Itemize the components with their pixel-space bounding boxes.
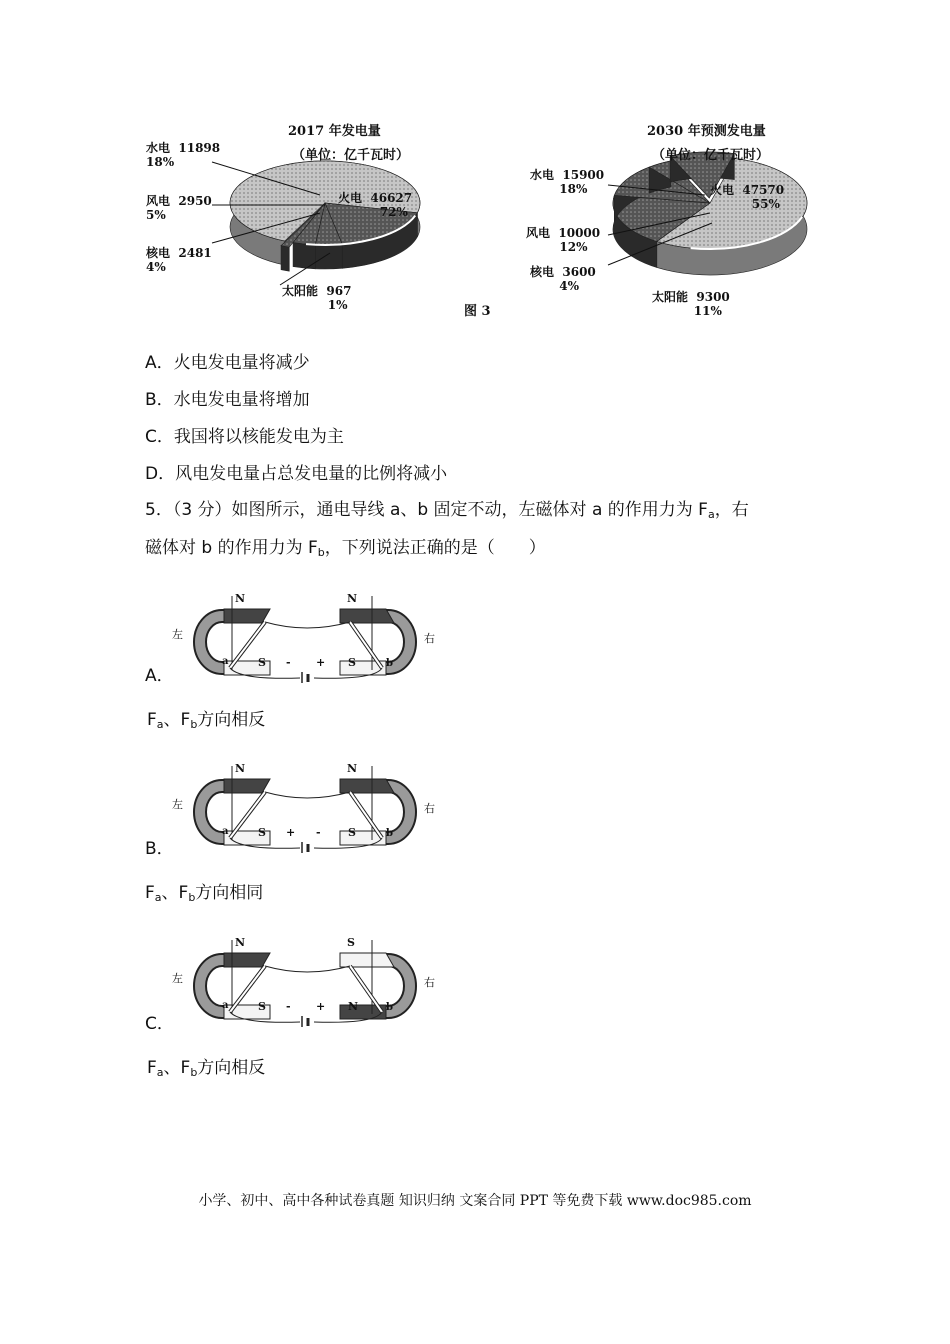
pie-2017-nuclear-label: 核电 2481 4% — [146, 246, 212, 274]
pie-2030-nuclear-label: 核电 3600 4% — [530, 265, 596, 293]
pie-2030-hydro-label: 水电 15900 18% — [530, 168, 605, 196]
label-wire-b: b — [386, 1002, 393, 1013]
q5-option-a-letter: A． — [145, 666, 174, 686]
battery-sign-left: + — [286, 826, 296, 839]
pole-top-right: N — [347, 762, 358, 775]
pie-2017-wind-label: 风电 2950 5% — [146, 194, 212, 222]
magnet-top-arm — [340, 609, 394, 623]
q5-option-b-desc: $F_a$、$F_b$方向相同 — [145, 883, 264, 904]
pie-2017-thermal-label: 火电 46627 72% — [338, 191, 413, 219]
page-footer: 小学、初中、高中各种试卷真题 知识归纳 文案合同 PPT 等免费下载 www.doc985.com — [198, 1193, 752, 1209]
pole-bottom-left: S — [258, 826, 266, 839]
pole-bottom-right: N — [348, 1000, 359, 1013]
pole-bottom-right: S — [348, 656, 356, 669]
label-wire-a: a — [222, 1000, 229, 1011]
q5-stem-line2: 磁体对 b 的作用力为 $F_b$，下列说法正确的是（ ） — [145, 538, 546, 559]
pie-2017-title: 2017 年发电量 — [288, 124, 381, 139]
battery-sign-left: - — [286, 1000, 291, 1013]
pie-slice-side — [315, 244, 342, 269]
pole-top-left: N — [235, 592, 246, 605]
label-left: 左 — [172, 628, 183, 641]
label-wire-a: a — [222, 826, 229, 837]
pole-top-left: N — [235, 936, 246, 949]
label-wire-b: b — [386, 658, 393, 669]
battery-sign-right: - — [316, 826, 321, 839]
q4-option-b: B．水电发电量将增加 — [145, 390, 310, 410]
q5-figure-b — [170, 758, 445, 853]
pie-2030-unit: （单位：亿千瓦时） — [652, 148, 770, 163]
label-left: 左 — [172, 972, 183, 985]
label-right: 右 — [424, 802, 435, 815]
figure-caption: 图 3 — [464, 304, 491, 319]
pole-top-left: N — [235, 762, 246, 775]
battery-sign-right: + — [316, 1000, 326, 1013]
battery-sign-left: - — [286, 656, 291, 669]
magnet-diagram — [172, 592, 435, 683]
q4-option-d: D．风电发电量占总发电量的比例将减小 — [145, 464, 448, 484]
top-wire — [265, 966, 350, 972]
label-wire-b: b — [386, 828, 393, 839]
pie-2030-solar-label: 太阳能 9300 11% — [652, 290, 730, 318]
label-right: 右 — [424, 632, 435, 645]
pie-2030-thermal-label: 火电 47570 55% — [710, 183, 785, 211]
q5-option-b-letter: B． — [145, 839, 174, 859]
q5-figure-c — [170, 932, 445, 1027]
pie-2030-title: 2030 年预测发电量 — [647, 124, 766, 139]
magnet-top-arm — [224, 953, 270, 967]
magnet-diagram — [172, 762, 435, 853]
top-wire — [265, 792, 350, 798]
label-right: 右 — [424, 976, 435, 989]
figure-3 — [130, 115, 830, 330]
magnet-top-arm — [340, 953, 394, 967]
pole-top-right: N — [347, 592, 358, 605]
magnet-diagram — [172, 936, 435, 1027]
pole-top-right: S — [347, 936, 355, 949]
q5-option-a-desc: $F_a$、$F_b$方向相反 — [147, 710, 266, 731]
q4-option-a: A．火电发电量将减少 — [145, 353, 310, 373]
label-left: 左 — [172, 798, 183, 811]
q4-option-c: C．我国将以核能发电为主 — [145, 427, 344, 447]
pole-bottom-left: S — [258, 656, 266, 669]
q5-option-c-letter: C． — [145, 1014, 174, 1034]
pie-slice-side — [281, 246, 289, 271]
pole-bottom-right: S — [348, 826, 356, 839]
magnet-top-arm — [340, 779, 394, 793]
top-wire — [265, 622, 350, 628]
label-wire-a: a — [222, 656, 229, 667]
magnet-top-arm — [224, 779, 270, 793]
pole-bottom-left: S — [258, 1000, 266, 1013]
pie-2030-wind-label: 风电 10000 12% — [526, 226, 601, 254]
pie-2017-solar-label: 太阳能 967 1% — [282, 284, 352, 312]
q5-stem-line1: 5．（3 分）如图所示，通电导线 a、b 固定不动，左磁体对 a 的作用力为 $F_a$，右 — [145, 500, 749, 521]
q5-figure-a — [170, 588, 445, 683]
q5-option-c-desc: $F_a$、$F_b$方向相反 — [147, 1058, 266, 1079]
battery-sign-right: + — [316, 656, 326, 669]
pie-2017-hydro-label: 水电 11898 18% — [146, 141, 221, 169]
pie-2017-unit: （单位：亿千瓦时） — [292, 148, 410, 163]
magnet-top-arm — [224, 609, 270, 623]
